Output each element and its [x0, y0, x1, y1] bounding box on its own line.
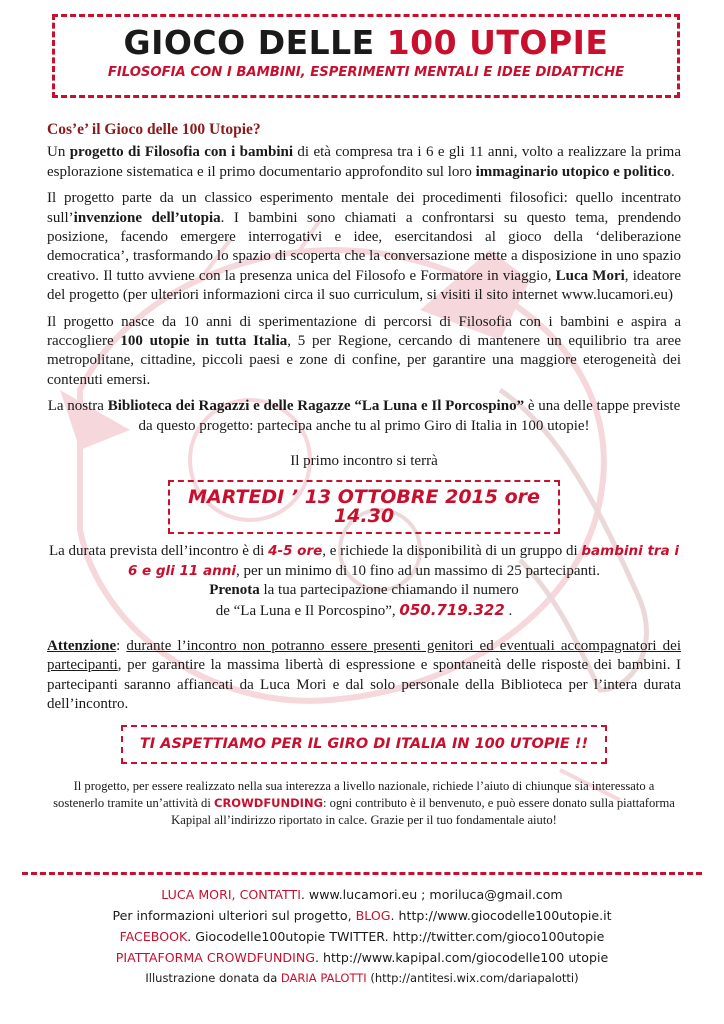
intro-paragraph-3: Il progetto nasce da 10 anni di sperimentazione di percorsi di Filosofia con i bambini e aspira a raccogliere 100 utopie in tutta Italia, 5 per Regione, cercando di mantenere un equilibrio tra aree metropolitane, cittadine, piccoli paesi e zone di confine, per garantire una maggiore eterogeneità dei contenuti emersi. — [47, 313, 681, 388]
intro-paragraph-1: Un progetto di Filosofia con i bambini di età compresa tra i 6 e gli 11 anni, volto a realizzare la prima esplorazione sistematica e il primo documentario approfondito sul loro immaginario utopico e politico. — [47, 144, 681, 180]
footer-contacts — [0, 884, 724, 989]
footer-line-social: FACEBOOK. Giocodelle100utopie TWITTER. http://twitter.com/gioco100utopie — [119, 929, 605, 944]
footer-line-credits: Illustrazione donata da DARIA PALOTTI (http://antitesi.wix.com/dariapalotti) — [145, 971, 579, 985]
footer-line-blog: Per informazioni ulteriori sul progetto, BLOG. http://www.giocodelle100utopie.it — [112, 908, 612, 923]
event-details: La durata prevista dell’incontro è di 4-5 ore, e richiede la disponibilità di un gruppo di bambini tra i 6 e gli 11 anni, per un minimo di 10 fino ad un massimo di 25 partecipanti. Prenota la tua partecipazione chiamando il numero de “La Luna e Il Porcospino”, 050.719.322 . — [48, 543, 680, 619]
crowdfunding-paragraph: Il progetto, per essere realizzato nella sua interezza a livello nazionale, richiede l’aiuto di chiunque sia interessato a sostenerlo tramite un’attività di CROWDFUNDING: ogni contributo è il benvenuto, e può essere donato sulla piattaforma Kapipal all’indirizzo riportato in calce. Grazie per il tuo fondamentale aiuto! — [53, 778, 675, 827]
poster-subtitle: FILOSOFIA CON I BAMBINI, ESPERIMENTI MENTALI E IDEE DIDATTICHE — [107, 65, 625, 80]
event-lead: Il primo incontro si terrà — [290, 453, 438, 470]
attention-paragraph: Attenzione: durante l’incontro non potranno essere presenti genitori ed eventuali accompagnatori dei partecipanti, per garantire la massima libertà di espressione e spontaneità delle risposte dei bambini. I partecipanti saranno affiancati da Luca Mori e dal solo personale della Biblioteca per l’intera durata dell’incontro. — [47, 637, 681, 713]
library-paragraph: La nostra Biblioteca dei Ragazzi e delle Ragazze “La Luna e Il Porcospino” è una delle tappe previste da questo progetto: partecipa anche tu al primo Giro di Italia in 100 utopie! — [47, 398, 681, 434]
footer-line-contacts: LUCA MORI, CONTATTI. www.lucamori.eu ; moriluca@gmail.com — [161, 887, 563, 902]
footer-divider — [22, 872, 702, 875]
main-content — [47, 118, 681, 836]
poster-title: GIOCO DELLE 100 UTOPIE — [123, 23, 609, 62]
event-date-box: MARTEDI ’ 13 OTTOBRE 2015 ore 14.30 — [168, 480, 560, 535]
footer-line-crowdfunding: PIATTAFORMA CROWDFUNDING. http://www.kapipal.com/giocodelle100 utopie — [115, 950, 609, 965]
phone-number: 050.719.322 — [399, 600, 505, 619]
cta-box: TI ASPETTIAMO PER IL GIRO DI ITALIA IN 100 UTOPIE !! — [121, 725, 607, 764]
intro-paragraph-2: Il progetto parte da un classico esperimento mentale dei procedimenti filosofici: quello incentrato sull’invenzione dell’utopia. I bambini sono chiamati a confrontarsi su questo tema, prendendo posizione, facendo emergere interrogativi e idee, esercitandosi al gioco della ‘deliberazione democratica’, trasformando lo spazio di scoperta che la conversazione mette a disposizione in uno spazio creativo. Il tutto avviene con la presenza unica del Filosofo e Formatore in viaggio, Luca Mori, ideatore del progetto (per ulteriori informazioni circa il suo curriculum, si visiti il sito internet www.lucamori.eu) — [47, 190, 682, 304]
section-heading: Cos’e’ il Gioco delle 100 Utopie? — [47, 121, 261, 138]
header-box — [52, 14, 680, 98]
